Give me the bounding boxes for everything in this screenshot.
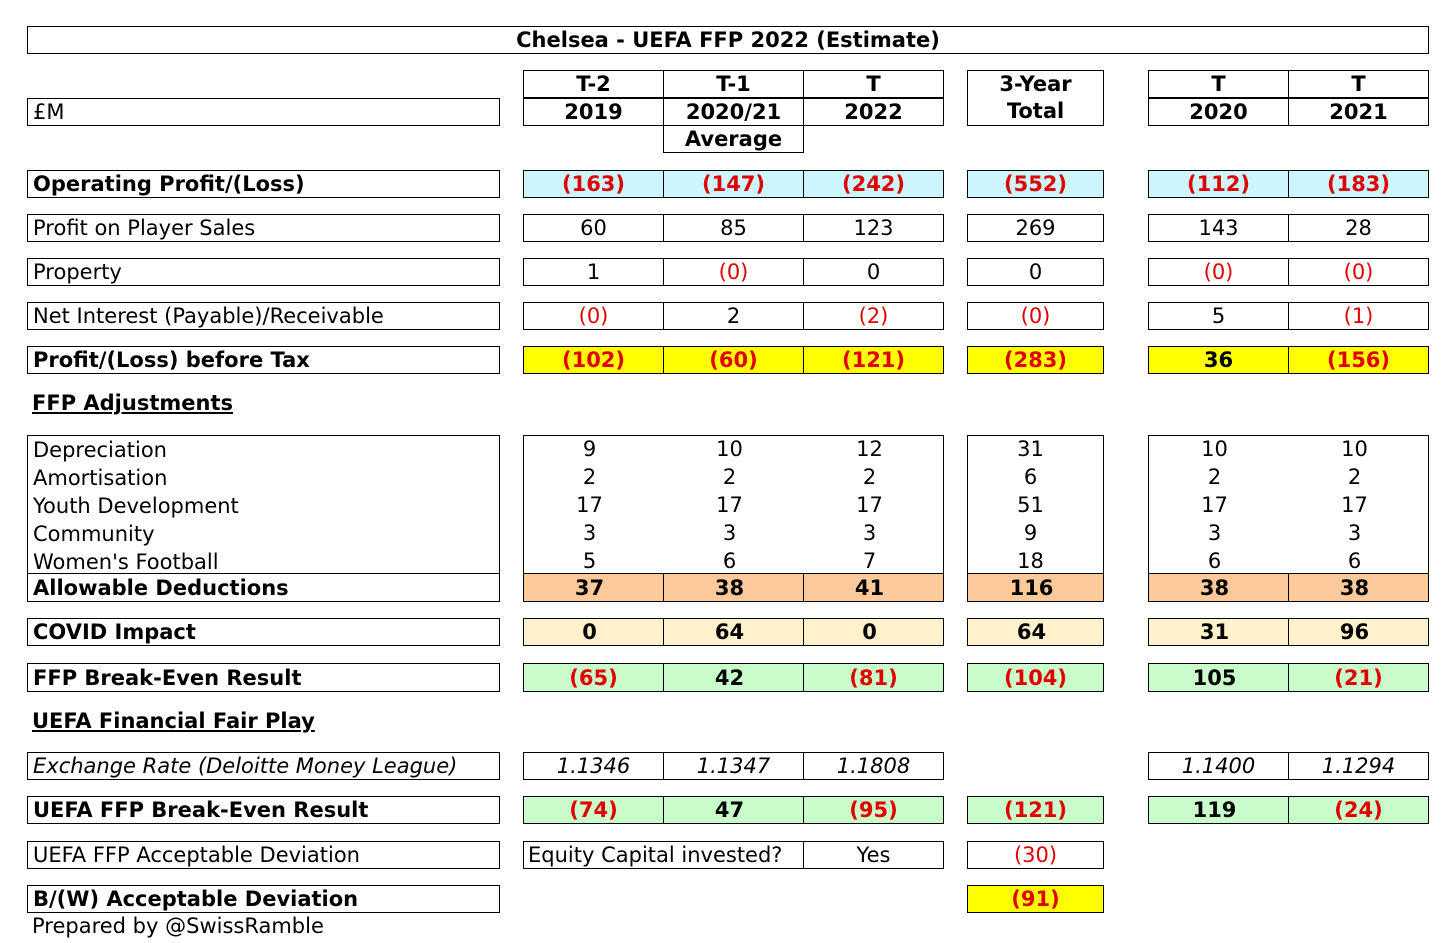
cell-operating-total: (552)	[967, 170, 1104, 198]
adj-label: Depreciation	[33, 438, 167, 462]
adj-value: 2	[1347, 465, 1362, 489]
cell-pbt-t2: (102)	[523, 346, 664, 374]
adjustments-labels	[27, 435, 500, 574]
cell-ffp-result-t: (81)	[803, 663, 944, 692]
adj-value: 7	[862, 549, 877, 573]
adj-value: 5	[582, 549, 597, 573]
cell-covid-total: 64	[967, 618, 1104, 646]
cell-uefa-result-2020: 119	[1148, 796, 1289, 824]
cell-allowable-t1: 38	[663, 573, 804, 602]
col-header-t1-line3: Average	[663, 125, 804, 153]
adj-col-2021	[1284, 435, 1425, 575]
row-label-uefa-result: UEFA FFP Break-Even Result	[27, 796, 500, 824]
adj-col-t	[799, 435, 940, 575]
cell-allowable-2020: 38	[1148, 573, 1289, 602]
cell-exchange-2020: 1.1400	[1148, 752, 1289, 780]
cell-interest-total: (0)	[967, 302, 1104, 330]
adj-label: Youth Development	[33, 494, 239, 518]
cell-pbt-2021: (156)	[1288, 346, 1429, 374]
row-label-exchange: Exchange Rate (Deloitte Money League)	[27, 752, 500, 780]
col-header-2020-line2: 2020	[1148, 98, 1289, 126]
col-header-t-line2: 2022	[803, 98, 944, 126]
cell-allowable-2021: 38	[1288, 573, 1429, 602]
cell-property-t: 0	[803, 258, 944, 286]
cell-operating-t2: (163)	[523, 170, 664, 198]
adj-col-t2	[519, 435, 660, 575]
cell-property-total: 0	[967, 258, 1104, 286]
cell-property-t2: 1	[523, 258, 664, 286]
adj-value: 2	[582, 465, 597, 489]
adj-col-total	[962, 435, 1099, 575]
cell-exchange-t: 1.1808	[803, 752, 944, 780]
row-label-covid: COVID Impact	[27, 618, 500, 646]
cell-operating-t1: (147)	[663, 170, 804, 198]
adj-value: 9	[582, 437, 597, 461]
col-header-t-line1: T	[803, 70, 944, 98]
cell-covid-t1: 64	[663, 618, 804, 646]
col-header-2020-line1: T	[1148, 70, 1289, 98]
cell-exchange-t2: 1.1346	[523, 752, 664, 780]
cell-interest-2021: (1)	[1288, 302, 1429, 330]
cell-player-sales-2021: 28	[1288, 214, 1429, 242]
col-header-total-line2: Total	[1006, 99, 1065, 123]
cell-allowable-total: 116	[967, 573, 1104, 602]
table-title: Chelsea - UEFA FFP 2022 (Estimate)	[27, 26, 1429, 54]
cell-operating-2020: (112)	[1148, 170, 1289, 198]
row-label-interest: Net Interest (Payable)/Receivable	[27, 302, 500, 330]
adj-value: 6	[1347, 549, 1362, 573]
col-header-2021-line1: T	[1288, 70, 1429, 98]
col-header-t2-line2: 2019	[523, 98, 664, 126]
cell-interest-t2: (0)	[523, 302, 664, 330]
adj-value: 3	[1207, 521, 1222, 545]
cell-interest-t1: 2	[663, 302, 804, 330]
col-header-t2-line1: T-2	[523, 70, 664, 98]
cell-player-sales-2020: 143	[1148, 214, 1289, 242]
adj-value: 3	[582, 521, 597, 545]
cell-player-sales-t1: 85	[663, 214, 804, 242]
cell-deviation-equity: Equity Capital invested?	[523, 841, 804, 869]
col-header-t1-line1: T-1	[663, 70, 804, 98]
cell-covid-2021: 96	[1288, 618, 1429, 646]
adj-value: 6	[722, 549, 737, 573]
adj-value: 3	[722, 521, 737, 545]
row-label-operating: Operating Profit/(Loss)	[27, 170, 500, 198]
cell-interest-t: (2)	[803, 302, 944, 330]
cell-uefa-result-t1: 47	[663, 796, 804, 824]
cell-ffp-result-total: (104)	[967, 663, 1104, 692]
adj-label: Women's Football	[33, 550, 219, 574]
adj-value: 31	[1017, 437, 1044, 461]
adj-label: Community	[33, 522, 155, 546]
footer-credit: Prepared by @SwissRamble	[32, 914, 324, 938]
adj-value: 17	[716, 493, 743, 517]
col-header-2021-line2: 2021	[1288, 98, 1429, 126]
unit-label: £M	[27, 98, 500, 126]
cell-deviation-total: (30)	[967, 841, 1104, 869]
cell-ffp-result-2021: (21)	[1288, 663, 1429, 692]
cell-operating-t: (242)	[803, 170, 944, 198]
cell-uefa-result-2021: (24)	[1288, 796, 1429, 824]
row-label-ffp-result: FFP Break-Even Result	[27, 663, 500, 692]
cell-exchange-t1: 1.1347	[663, 752, 804, 780]
cell-deviation-answer: Yes	[803, 841, 944, 869]
adj-value: 10	[716, 437, 743, 461]
adj-col-t1	[659, 435, 800, 575]
cell-allowable-t2: 37	[523, 573, 664, 602]
row-label-player-sales: Profit on Player Sales	[27, 214, 500, 242]
cell-property-2021: (0)	[1288, 258, 1429, 286]
cell-pbt-total: (283)	[967, 346, 1104, 374]
col-header-total	[967, 70, 1104, 126]
cell-ffp-result-2020: 105	[1148, 663, 1289, 692]
adj-col-2020	[1144, 435, 1285, 575]
row-label-allowable: Allowable Deductions	[27, 573, 500, 602]
adj-value: 2	[722, 465, 737, 489]
adj-value: 10	[1341, 437, 1368, 461]
adj-value: 3	[1347, 521, 1362, 545]
cell-uefa-result-t: (95)	[803, 796, 944, 824]
cell-ffp-result-t2: (65)	[523, 663, 664, 692]
cell-player-sales-t: 123	[803, 214, 944, 242]
adj-value: 6	[1207, 549, 1222, 573]
cell-uefa-result-total: (121)	[967, 796, 1104, 824]
adj-value: 10	[1201, 437, 1228, 461]
cell-covid-2020: 31	[1148, 618, 1289, 646]
cell-pbt-2020: 36	[1148, 346, 1289, 374]
row-label-property: Property	[27, 258, 500, 286]
col-header-total-line1: 3-Year	[999, 72, 1072, 96]
cell-pbt-t: (121)	[803, 346, 944, 374]
cell-ffp-result-t1: 42	[663, 663, 804, 692]
cell-bw-total: (91)	[967, 885, 1104, 913]
adj-value: 3	[862, 521, 877, 545]
adj-value: 6	[1023, 465, 1038, 489]
adj-value: 12	[856, 437, 883, 461]
adj-value: 2	[862, 465, 877, 489]
section-heading-ffp-adjustments: FFP Adjustments	[32, 391, 233, 415]
row-label-bw: B/(W) Acceptable Deviation	[27, 885, 500, 913]
cell-player-sales-t2: 60	[523, 214, 664, 242]
adj-value: 17	[1341, 493, 1368, 517]
cell-operating-2021: (183)	[1288, 170, 1429, 198]
adj-value: 17	[576, 493, 603, 517]
adj-value: 2	[1207, 465, 1222, 489]
adj-label: Amortisation	[33, 466, 168, 490]
cell-player-sales-total: 269	[967, 214, 1104, 242]
cell-property-t1: (0)	[663, 258, 804, 286]
cell-covid-t: 0	[803, 618, 944, 646]
adj-value: 51	[1017, 493, 1044, 517]
cell-property-2020: (0)	[1148, 258, 1289, 286]
row-label-deviation: UEFA FFP Acceptable Deviation	[27, 841, 500, 869]
cell-pbt-t1: (60)	[663, 346, 804, 374]
cell-exchange-2021: 1.1294	[1288, 752, 1429, 780]
cell-interest-2020: 5	[1148, 302, 1289, 330]
adj-value: 9	[1023, 521, 1038, 545]
cell-allowable-t: 41	[803, 573, 944, 602]
adj-value: 18	[1017, 549, 1044, 573]
row-label-pbt: Profit/(Loss) before Tax	[27, 346, 500, 374]
col-header-t1-line2: 2020/21	[663, 98, 804, 126]
cell-uefa-result-t2: (74)	[523, 796, 664, 824]
section-heading-uefa: UEFA Financial Fair Play	[32, 709, 315, 733]
adj-value: 17	[856, 493, 883, 517]
adj-value: 17	[1201, 493, 1228, 517]
cell-covid-t2: 0	[523, 618, 664, 646]
